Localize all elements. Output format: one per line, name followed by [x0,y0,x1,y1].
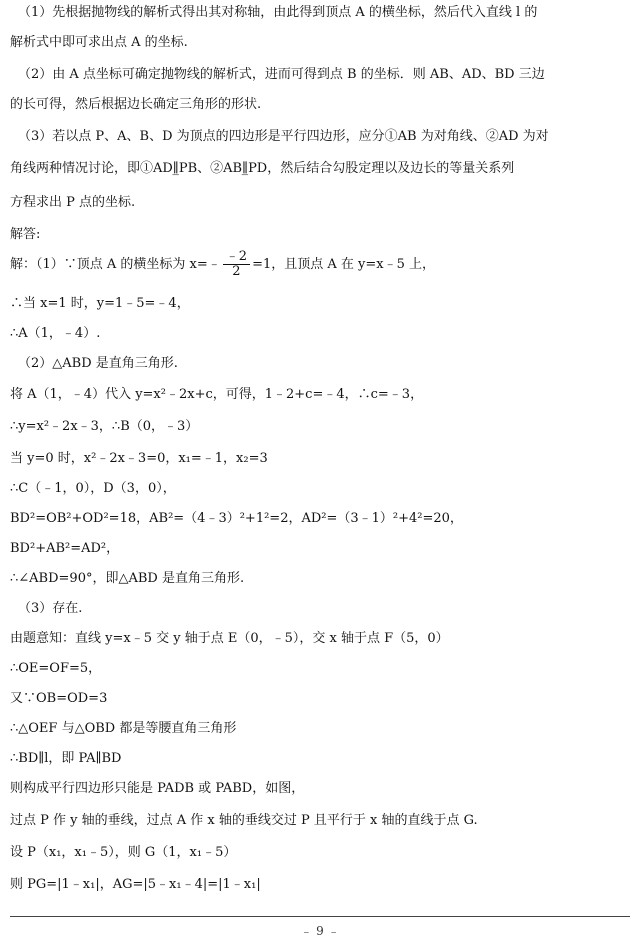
formula-prefix: 解：（1）∵顶点 A 的横坐标为 x=﹣ [10,257,221,272]
text-line-4: 的长可得，然后根据边长确定三角形的形状. [10,97,262,112]
formula-line [10,250,435,279]
text-line-19: ∴∠ABD=90°，即△ABD 是直角三角形. [10,571,245,586]
text-line-22: ∴OE=OF=5， [10,661,102,676]
fraction-denominator: 2 [232,264,241,279]
text-line-5: （3）若以点 P、A、B、D 为顶点的四边形是平行四边形，应分①AB 为对角线、②AD 为对 [18,129,549,144]
page-number: ﹣ 9 ﹣ [300,924,340,938]
text-line-13: 将 A（1，﹣4）代入 y=x²﹣2x+c，可得，1﹣2+c=﹣4，∴c=﹣3， [10,387,424,402]
text-line-23: 又∵OB=OD=3 [10,691,108,706]
text-line-17: BD²=OB²+OD²=18，AB²=（4﹣3）²+1²=2，AD²=（3﹣1）²+4²=20， [10,511,463,526]
text-line-7: 方程求出 P 点的坐标. [10,195,136,210]
text-line-6: 角线两种情况讨论，即①AD∥̲PB、②AB∥̲PD，然后结合勾股定理以及边长的等量关系列 [10,161,515,176]
text-line-2: 解析式中即可求出点 A 的坐标. [10,35,188,50]
text-line-1: （1）先根据抛物线的解析式得出其对称轴，由此得到顶点 A 的横坐标，然后代入直线 l 的 [18,5,538,20]
footer-divider [10,916,630,917]
fraction-numerator: ﹣2 [223,250,250,265]
fraction [223,250,250,279]
text-line-14: ∴y=x²﹣2x﹣3，∴B（0，﹣3） [10,419,199,434]
formula-suffix: =1，且顶点 A 在 y=x﹣5 上， [252,257,435,272]
text-line-11: ∴A（1，﹣4）. [10,326,101,341]
text-line-26: 则构成平行四边形只能是 PADB 或 PABD，如图， [10,781,305,796]
text-line-29: 则 PG=|1﹣x₁|，AG=|5﹣x₁﹣4|=|1﹣x₁| [10,877,261,892]
text-line-8: 解答: [10,227,41,242]
text-line-10: ∴当 x=1 时，y=1﹣5=﹣4， [10,296,190,311]
text-line-18: BD²+AB²=AD²， [10,541,120,556]
text-line-21: 由题意知：直线 y=x﹣5 交 y 轴于点 E（0，﹣5），交 x 轴于点 F（5，0） [10,631,449,646]
text-line-16: ∴C（﹣1，0），D（3，0）， [10,481,176,496]
text-line-3: （2）由 A 点坐标可确定抛物线的解析式，进而可得到点 B 的坐标．则 AB、AD、BD 三边 [18,67,545,82]
text-line-12: （2）△ABD 是直角三角形. [18,356,178,371]
text-line-27: 过点 P 作 y 轴的垂线，过点 A 作 x 轴的垂线交过 P 且平行于 x 轴的直线于点 G. [10,813,478,828]
text-line-15: 当 y=0 时，x²﹣2x﹣3=0，x₁=﹣1，x₂=3 [10,451,268,466]
text-line-25: ∴BD∥l，即 PA∥BD [10,751,122,766]
text-line-24: ∴△OEF 与△OBD 都是等腰直角三角形 [10,721,237,736]
text-line-28: 设 P（x₁，x₁﹣5），则 G（1，x₁﹣5） [10,845,237,860]
text-line-20: （3）存在. [18,601,83,616]
